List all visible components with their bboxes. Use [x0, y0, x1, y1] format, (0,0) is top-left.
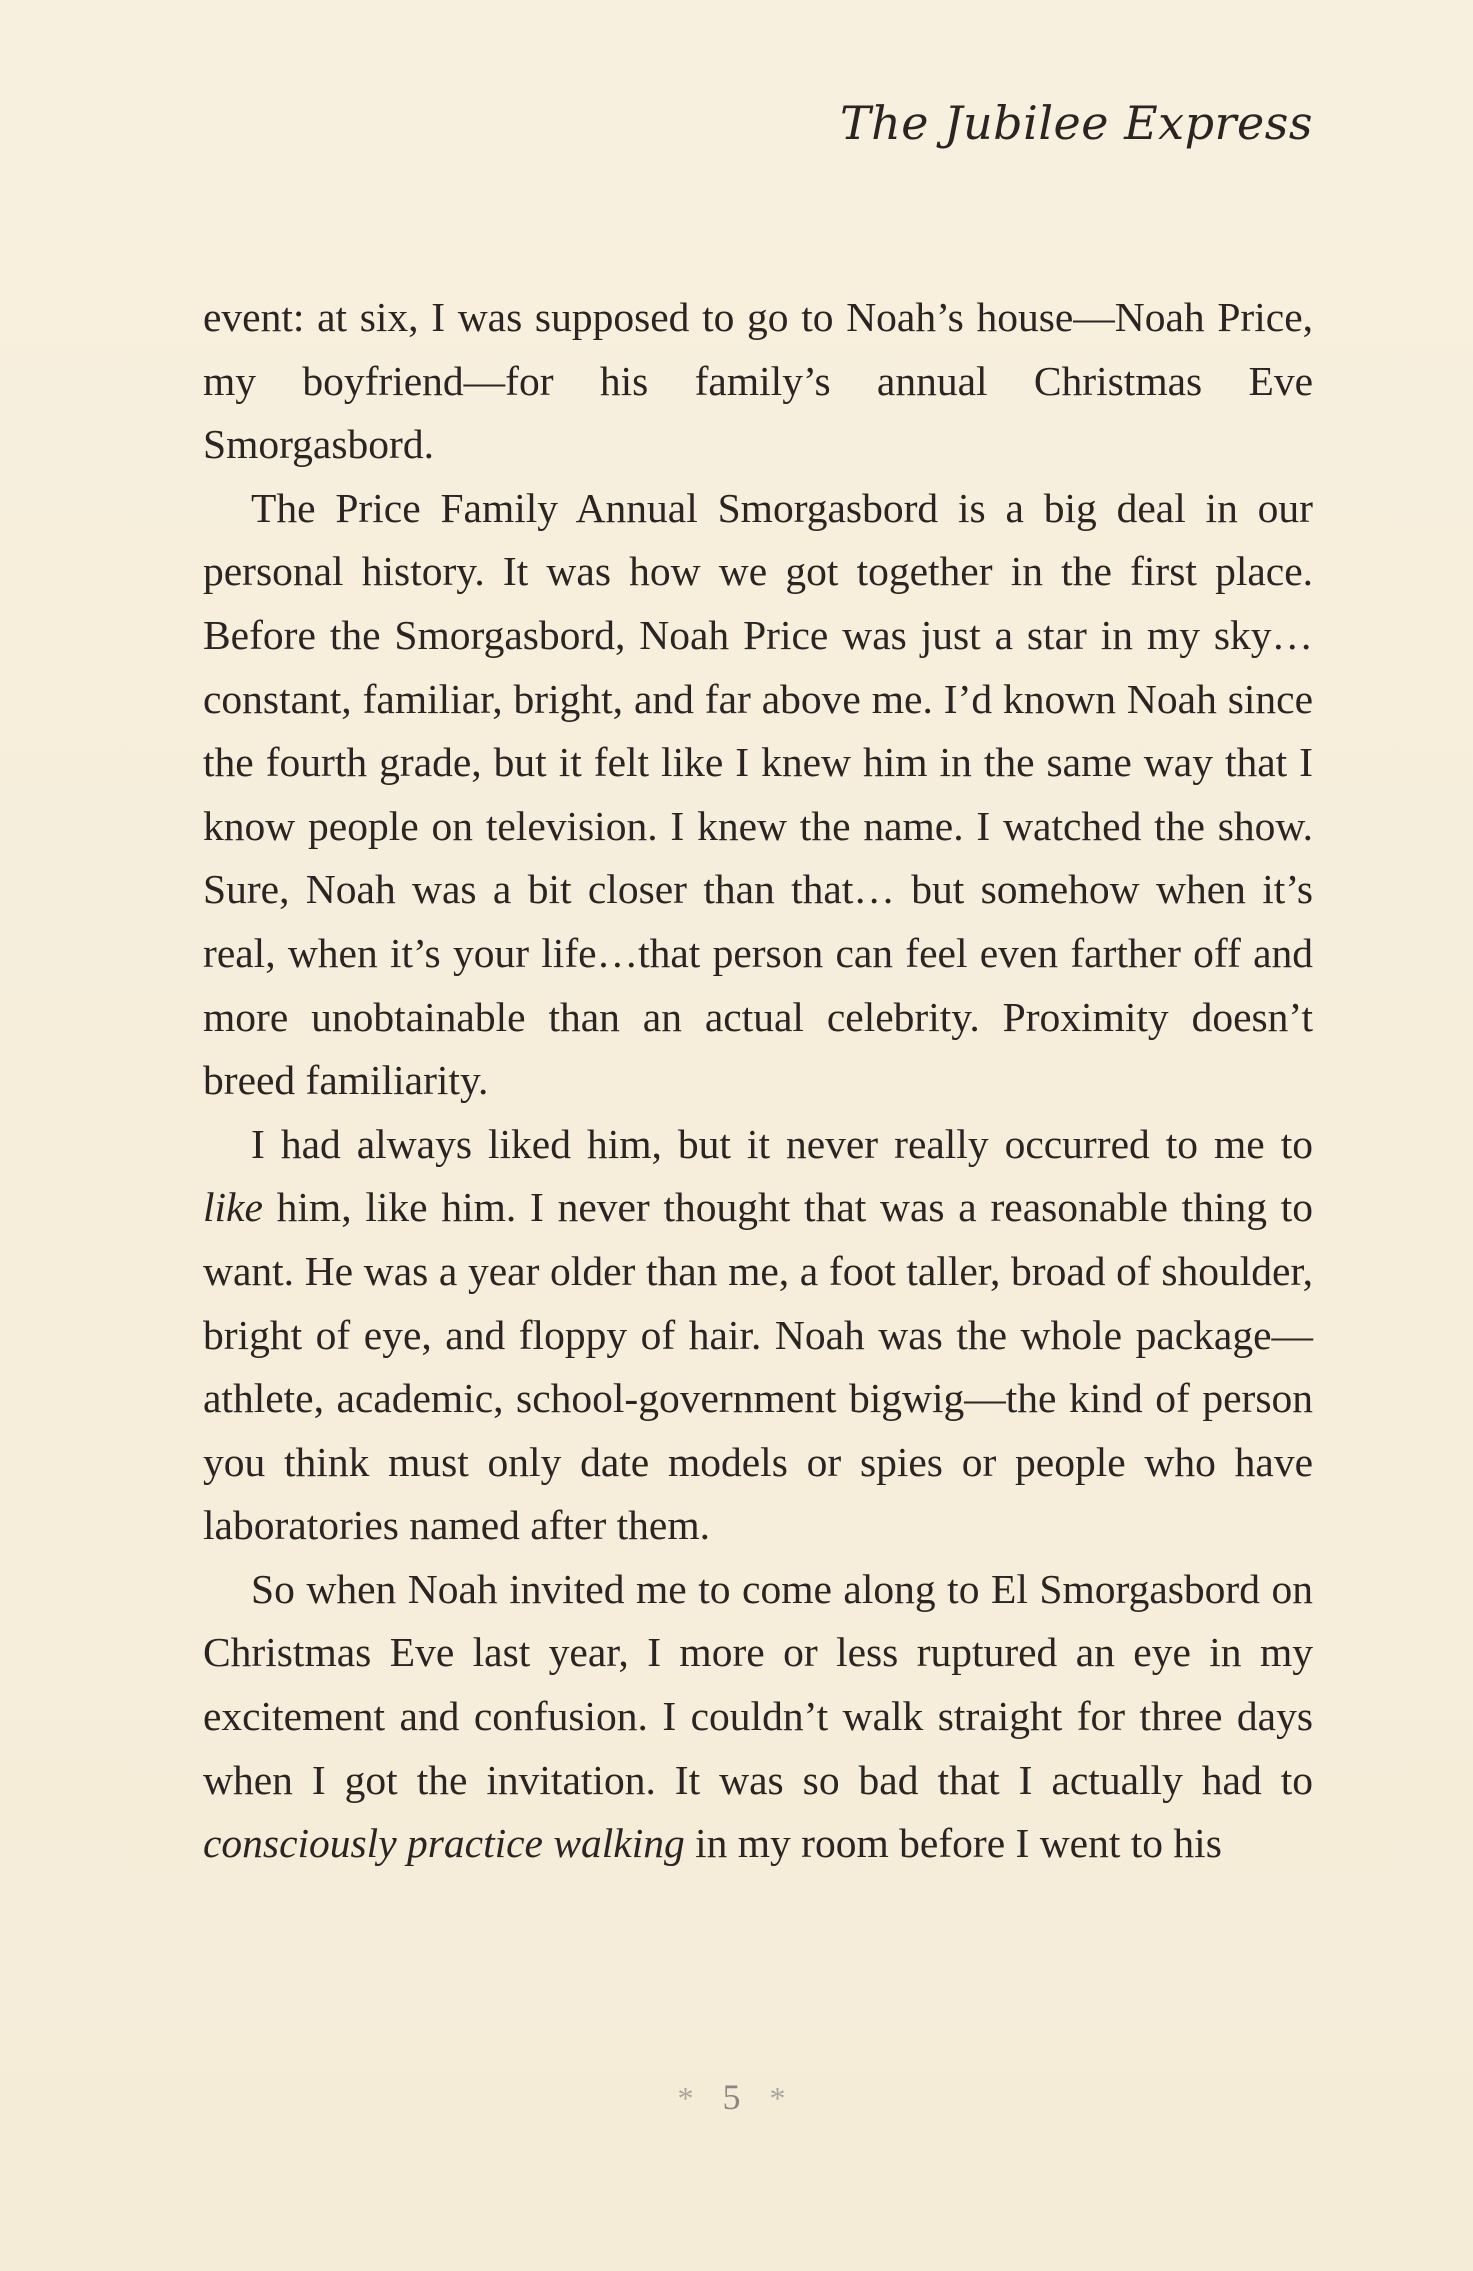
running-head: The Jubilee Express: [839, 96, 1313, 150]
paragraph-text: I had always liked him, but it never really occurred to me to: [251, 1120, 1313, 1167]
folio-star-icon: *: [677, 2080, 704, 2116]
paragraph: [203, 286, 1313, 477]
emphasis-text: consciously practice walking: [203, 1820, 685, 1867]
paragraph: [203, 477, 1313, 1113]
paragraph: [203, 1558, 1313, 1876]
paragraph-text: The Price Family Annual Smorgasbord is a big deal in our personal history. It was how we got together in the first place. Before the Smorgasbord, Noah Price was just a star in my sky…constant, familiar, bright, and far above me. I’d known Noah since the fourth grade, but it felt like I knew him in the same way that I know people on television. I knew the name. I watched the show. Sure, Noah was a bit closer than that… but somehow when it’s real, when it’s your life…that person can feel even farther off and more unobtainable than an actual celebrity. Proximity doesn’t breed familiarity.: [203, 484, 1313, 1104]
folio-star-icon: *: [769, 2080, 796, 2116]
page-folio: [0, 2076, 1473, 2118]
paragraph: [203, 1113, 1313, 1558]
paragraph-text: him, like him. I never thought that was a reasonable thing to want. He was a year older than me, a foot taller, broad of shoulder, bright of eye, and floppy of hair. Noah was the whole package—athlete, academic, school-government bigwig—the kind of person you think must only date models or spies or people who have laboratories named after them.: [203, 1184, 1313, 1549]
paragraph-text: So when Noah invited me to come along to El Smorgasbord on Christmas Eve last year, I more or less ruptured an eye in my excitement and confusion. I couldn’t walk straight for three days when I got the invitation. It was so bad that I actually had to: [203, 1565, 1313, 1803]
emphasis-text: like: [203, 1184, 263, 1231]
body-text: [203, 286, 1313, 1876]
paragraph-text: in my room before I went to his: [684, 1820, 1222, 1867]
paragraph-text: event: at six, I was supposed to go to Noah’s house—Noah Price, my boyfriend—for his family’s annual Christmas Eve Smorgasbord.: [203, 294, 1313, 468]
page-number: 5: [722, 2077, 751, 2117]
